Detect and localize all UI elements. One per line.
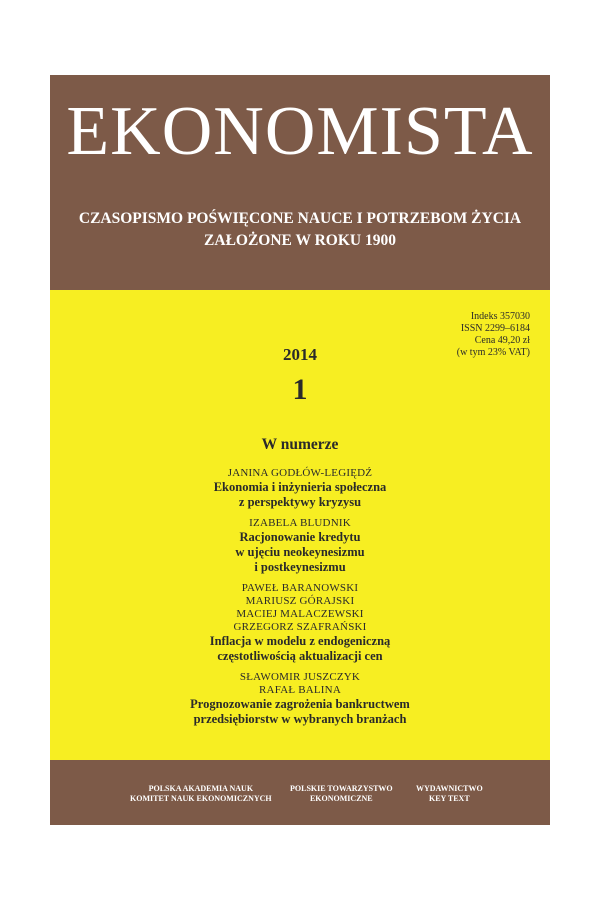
article-title-line: Inflacja w modelu z endogeniczną: [209, 634, 391, 648]
publisher-pte: [290, 784, 393, 804]
article-author: GRZEGORZ SZAFRAŃSKI: [233, 621, 367, 633]
subtitle-line: ZAŁOŻONE W ROKU 1900: [204, 232, 396, 249]
journal-cover: [50, 75, 550, 825]
article-author: MACIEJ MALACZEWSKI: [236, 608, 364, 620]
publisher-line: WYDAWNICTWO: [416, 784, 483, 793]
subtitle-line: CZASOPISMO POŚWIĘCONE NAUCE I POTRZEBOM ŻYCIA: [78, 210, 522, 227]
index-number: Indeks 357030: [470, 311, 530, 322]
journal-title: EKONOMISTA: [66, 93, 534, 170]
article-list: [50, 467, 550, 734]
article-item[interactable]: [50, 582, 550, 664]
issue-year: 2014: [283, 345, 317, 364]
article-author: RAFAŁ BALINA: [259, 684, 341, 696]
article-item[interactable]: [50, 467, 550, 510]
publisher-keytext: [416, 784, 483, 804]
article-title-line: Prognozowanie zagrożenia bankructwem: [190, 697, 410, 711]
price: Cena 49,20 zł: [474, 335, 530, 346]
vat-note: (w tym 23% VAT): [456, 347, 530, 358]
publisher-line: KOMITET NAUK EKONOMICZNYCH: [130, 794, 272, 803]
content-panel: [50, 290, 550, 760]
journal-subtitle: [50, 208, 550, 252]
issue-number: 1: [292, 373, 308, 406]
publisher-line: KEY TEXT: [428, 794, 470, 803]
article-author: SŁAWOMIR JUSZCZYK: [239, 671, 361, 683]
publisher-band: [50, 760, 550, 825]
article-title-line: w ujęciu neokeynesizmu: [235, 545, 365, 559]
article-author: IZABELA BLUDNIK: [249, 517, 351, 529]
publisher-line: POLSKA AKADEMIA NAUK: [148, 784, 254, 793]
issn: ISSN 2299–6184: [460, 323, 530, 334]
article-title-line: częstotliwością aktualizacji cen: [217, 649, 383, 663]
article-title-line: z perspektywy kryzysu: [238, 495, 362, 509]
article-title-line: Racjonowanie kredytu: [239, 530, 361, 544]
article-author: MARIUSZ GÓRAJSKI: [245, 595, 355, 607]
publisher-line: EKONOMICZNE: [309, 794, 373, 803]
article-title-line: i postkeynesizmu: [254, 560, 346, 574]
header-band: [50, 75, 550, 290]
article-title-line: przedsiębiorstw w wybranych branżach: [193, 712, 407, 726]
article-author: PAWEŁ BARANOWSKI: [241, 582, 359, 594]
article-title-line: Ekonomia i inżynieria społeczna: [213, 480, 387, 494]
in-this-issue-heading: W numerze: [261, 436, 339, 453]
article-item[interactable]: [50, 517, 550, 575]
publisher-line: POLSKIE TOWARZYSTWO: [290, 784, 393, 793]
article-item[interactable]: [50, 671, 550, 727]
publisher-pan: [130, 784, 272, 804]
article-author: JANINA GODŁÓW-LEGIĘDŹ: [227, 467, 373, 479]
